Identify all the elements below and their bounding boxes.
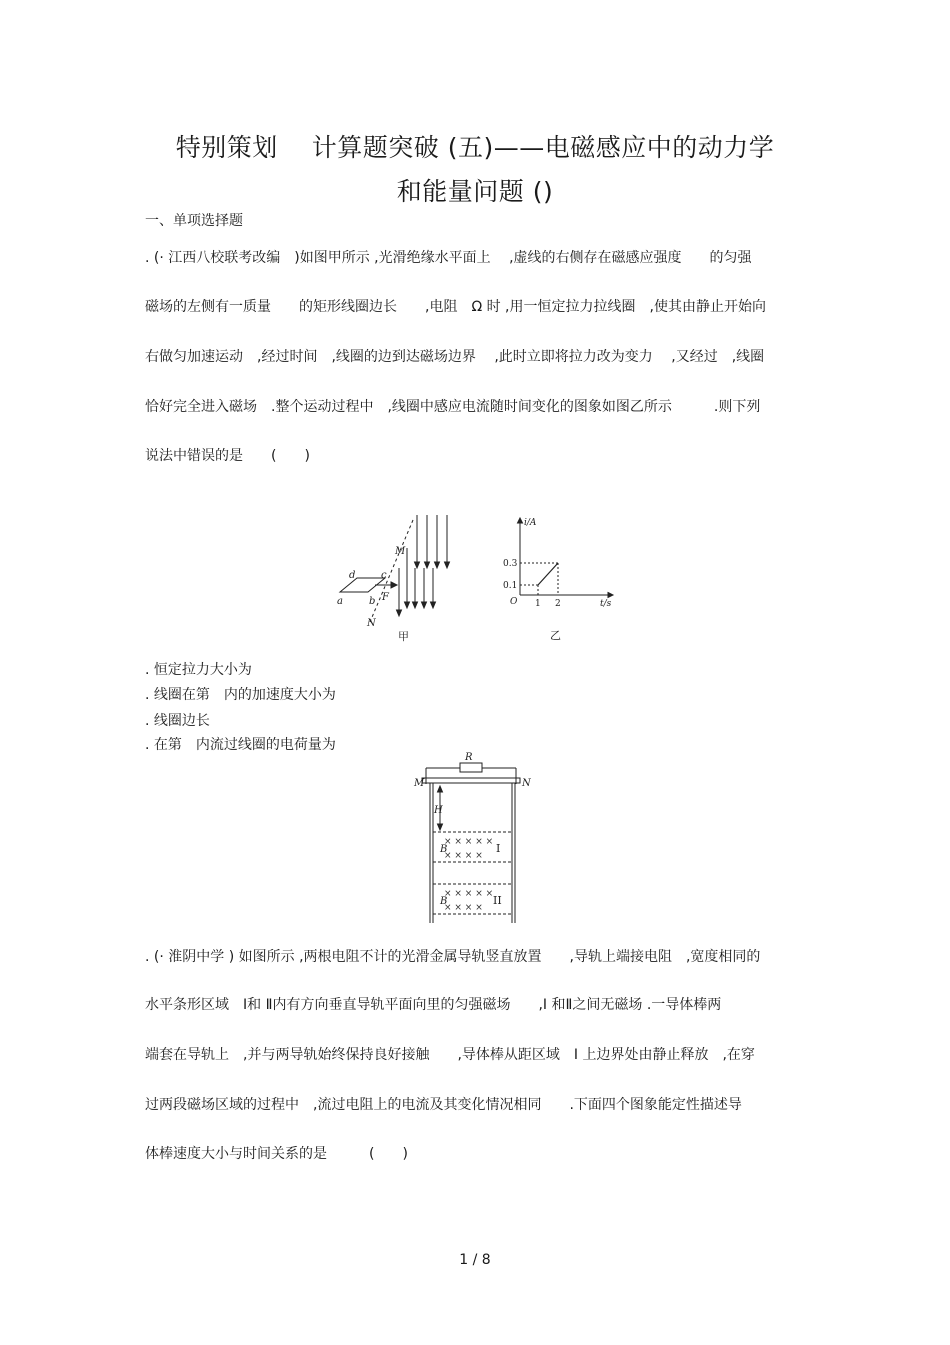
page-title-line-1: 特别策划 计算题突破 (五)——电磁感应中的动力学 (175, 133, 775, 162)
x-tick-label: 1 (535, 599, 541, 609)
label-h: H (434, 805, 443, 816)
q1-text-line: 恰好完全进入磁场 .整个运动过程中 ,线圈中感应电流随时间变化的图象如图乙所示 .则下列 (145, 399, 761, 415)
label-a: a (337, 596, 343, 607)
x-tick-label: 2 (555, 599, 561, 609)
page-title-line-2: 和能量问题 () (396, 177, 554, 206)
option-a: . 恒定拉力大小为 (145, 662, 252, 678)
svg-text:× × × ×: × × × × (444, 851, 483, 861)
field-crosses (444, 837, 493, 913)
label-c: c (381, 570, 387, 581)
q1-text-line: . (· 江西八校联考改编 )如图甲所示 ,光滑绝缘水平面上 ,虚线的右侧存在磁感应强度 的匀强 (145, 250, 752, 266)
q1-text-line: 说法中错误的是 ( ) (145, 448, 310, 464)
svg-text:× × × × ×: × × × × × (444, 837, 494, 847)
label-m: M (395, 546, 406, 557)
force-arrow (391, 582, 397, 588)
label-n: N (522, 778, 531, 789)
x-axis-label: t/s (600, 599, 612, 609)
figure-yi-caption: 乙 (550, 629, 561, 642)
label-b-region-1: B (440, 844, 448, 855)
origin-label: O (510, 597, 518, 607)
label-d: d (349, 570, 356, 581)
q2-text-line: 端套在导轨上 ,并与两导轨始终保持良好接触 ,导体棒从距区域 Ⅰ 上边界处由静止释放 ,在穿 (145, 1047, 755, 1063)
field-arrows (397, 515, 450, 616)
label-m: M (414, 778, 425, 789)
q1-text-line: 右做匀加速运动 ,经过时间 ,线圈的边到达磁场边界 ,此时立即将拉力改为变力 ,又经过 ,线圈 (145, 349, 765, 365)
svg-text:× × × ×: × × × × (444, 903, 483, 913)
q2-text-line: 体棒速度大小与时间关系的是 ( ) (145, 1146, 408, 1162)
label-region-1: I (496, 842, 501, 855)
y-tick-label: 0.3 (503, 559, 518, 569)
figure-jia (335, 510, 475, 645)
q2-text-line: 水平条形区域 Ⅰ和 Ⅱ内有方向垂直导轨平面向里的匀强磁场 ,Ⅰ 和Ⅱ之间无磁场 .一导体棒两 (145, 997, 722, 1013)
current-line (538, 563, 558, 585)
label-b-region-2: B (440, 896, 448, 907)
svg-text:× × × × ×: × × × × × (444, 889, 494, 899)
label-b: b (369, 596, 376, 607)
option-b: . 线圈在第 内的加速度大小为 (145, 687, 336, 703)
label-n: N (367, 618, 376, 629)
label-region-2: II (493, 894, 502, 907)
section-heading: 一、单项选择题 (145, 213, 243, 229)
page-number: 1 / 8 (459, 1252, 491, 1268)
resistor (460, 763, 482, 772)
q1-text-line: 磁场的左侧有一质量 的矩形线圈边长 ,电阻 Ω 时 ,用一恒定拉力拉线圈 ,使其由静止开始向 (145, 299, 766, 315)
y-tick-label: 0.1 (503, 581, 518, 591)
q2-text-line: 过两段磁场区域的过程中 ,流过电阻上的电流及其变化情况相同 .下面四个图象能定性描述导 (145, 1097, 742, 1113)
q2-text-line: . (· 淮阴中学 ) 如图所示 ,两根电阻不计的光滑金属导轨竖直放置 ,导轨上端接电阻 ,宽度相同的 (145, 949, 761, 965)
y-axis-label: i/A (524, 518, 537, 528)
label-r: R (465, 752, 473, 763)
figure-yi (500, 515, 620, 645)
option-c: . 线圈边长 (145, 713, 210, 729)
figure-jia-caption: 甲 (398, 630, 409, 643)
option-d: . 在第 内流过线圈的电荷量为 (145, 737, 336, 753)
conductor-rod (422, 778, 520, 783)
label-f: F (382, 592, 389, 603)
figure-rails (410, 748, 540, 926)
